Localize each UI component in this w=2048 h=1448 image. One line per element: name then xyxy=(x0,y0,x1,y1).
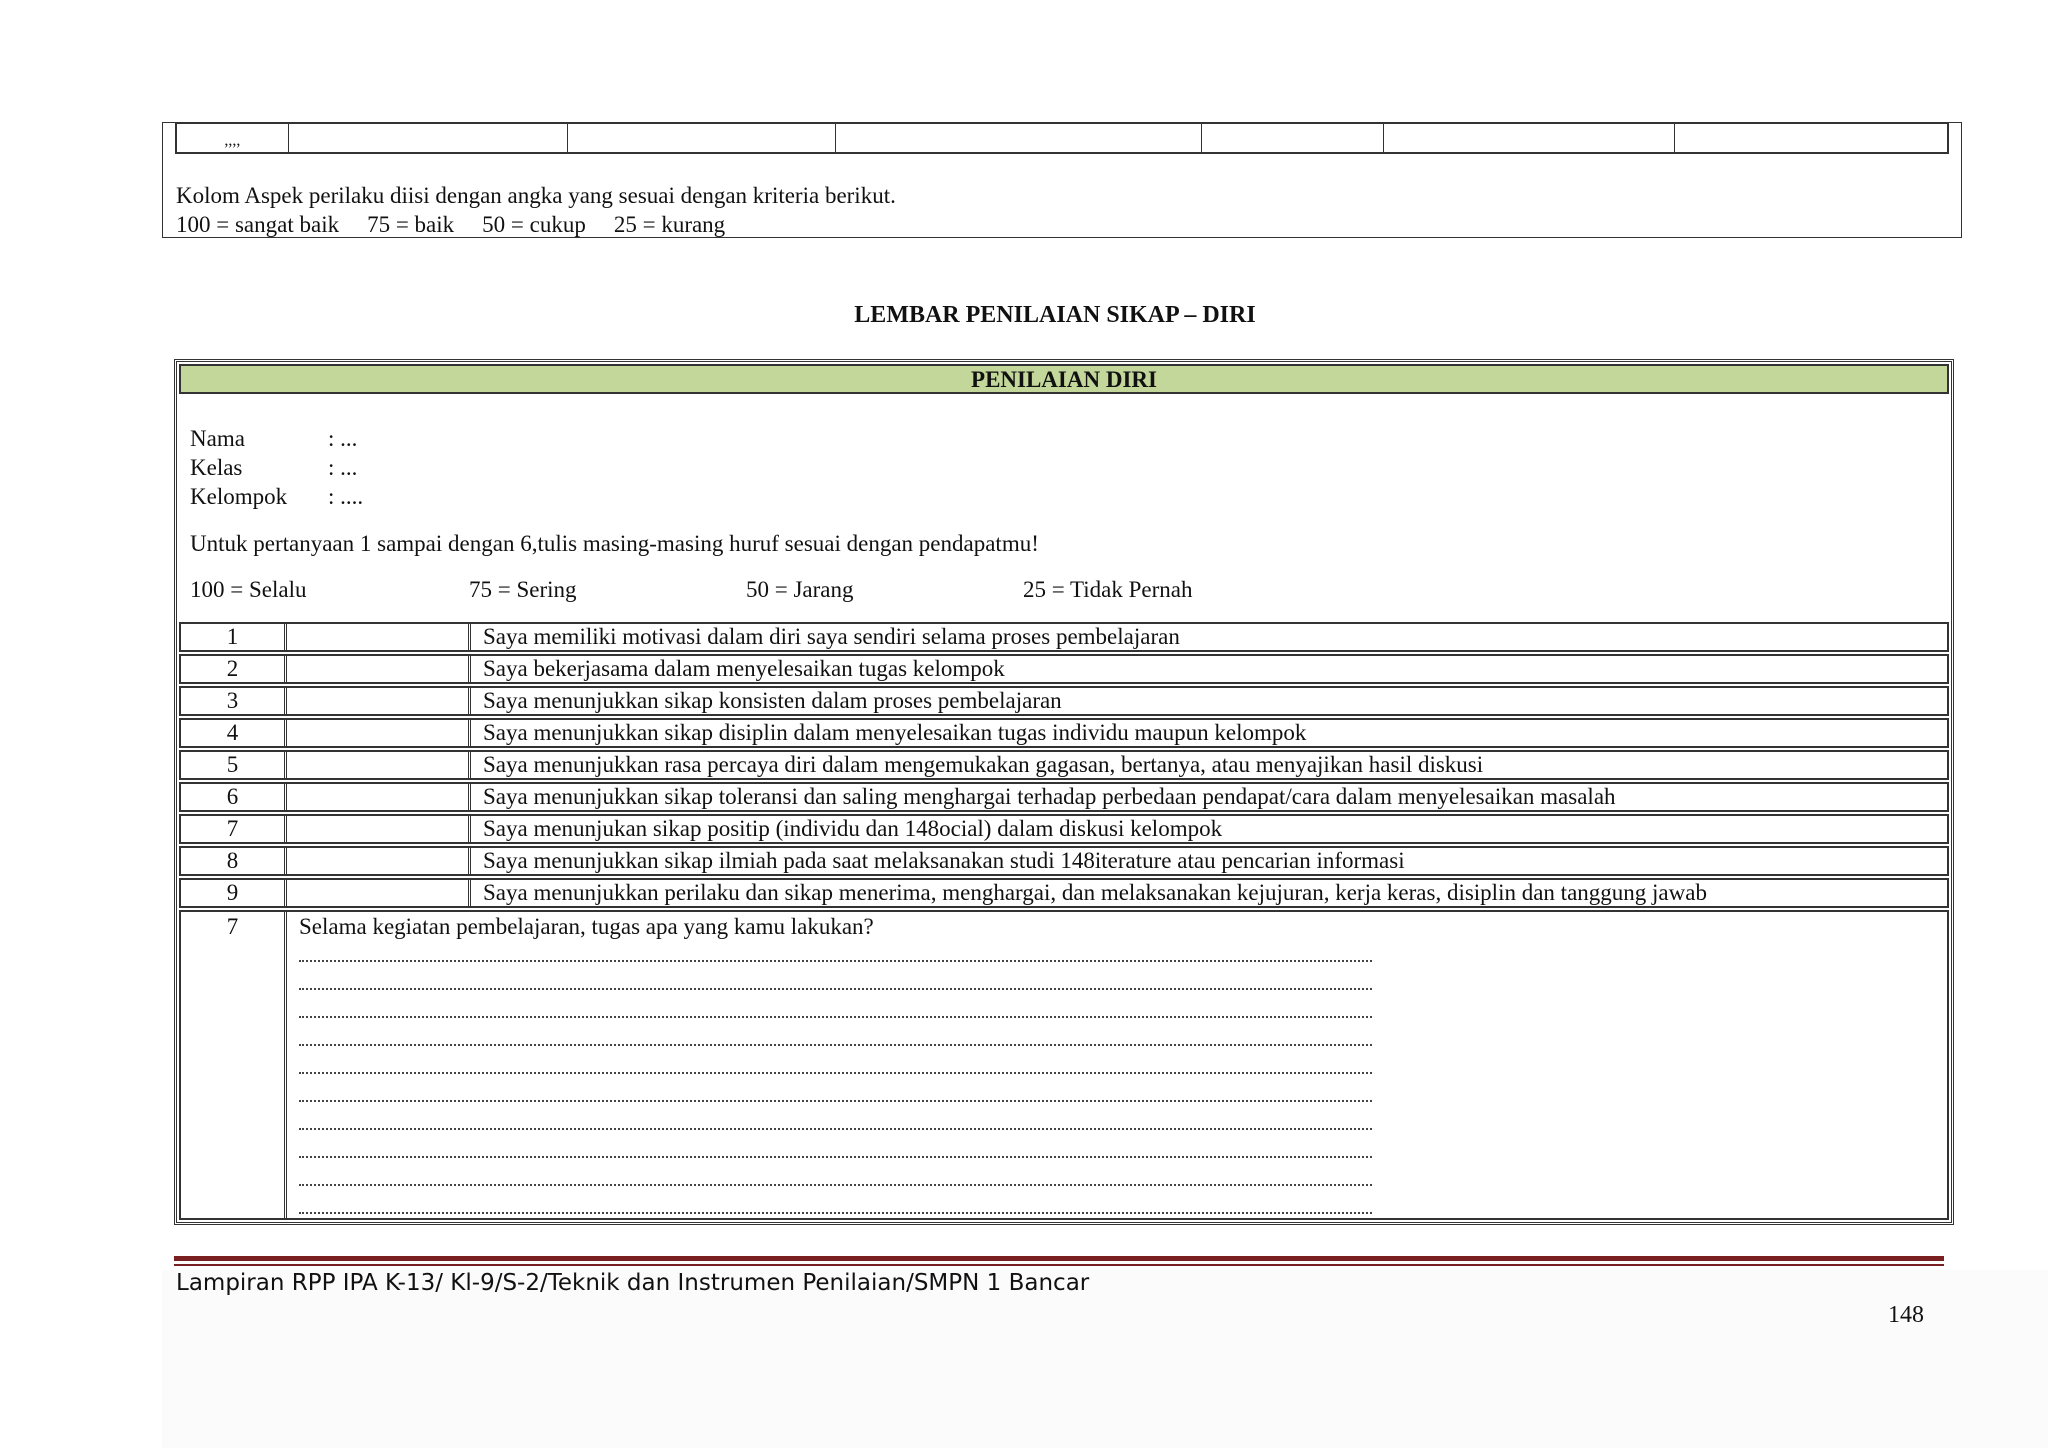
table-row xyxy=(179,878,1949,908)
table-row xyxy=(179,622,1949,652)
score-cell[interactable] xyxy=(287,720,471,746)
field-label: Nama xyxy=(190,426,245,451)
name-field xyxy=(190,424,1390,453)
table-row xyxy=(179,782,1949,812)
item-number: 8 xyxy=(181,848,287,874)
answer-line[interactable] xyxy=(299,1108,1372,1136)
score-cell[interactable] xyxy=(287,656,471,682)
table-cell: ,,,, xyxy=(177,124,289,152)
answer-area[interactable] xyxy=(299,940,1947,1220)
answer-line[interactable] xyxy=(299,996,1372,1024)
table-header: PENILAIAN DIRI xyxy=(179,364,1949,394)
page-title: LEMBAR PENILAIAN SIKAP – DIRI xyxy=(854,302,1256,328)
table-cell xyxy=(1384,124,1674,152)
table-cell xyxy=(836,124,1202,152)
item-statement: Saya memiliki motivasi dalam diri saya sendiri selama proses pembelajaran xyxy=(483,624,1180,649)
answer-line[interactable] xyxy=(299,1164,1372,1192)
instruction-text: Untuk pertanyaan 1 sampai dengan 6,tulis masing-masing huruf sesuai dengan pendapatmu! xyxy=(190,531,1039,556)
table-row xyxy=(179,686,1949,716)
answer-line[interactable] xyxy=(299,968,1372,996)
scale-item: 100 = Selalu xyxy=(190,577,307,602)
answer-line[interactable] xyxy=(299,1192,1372,1220)
footer-rule xyxy=(174,1256,1944,1261)
answer-line[interactable] xyxy=(299,1080,1372,1108)
table-row xyxy=(179,750,1949,780)
footer-rule xyxy=(174,1264,1944,1266)
item-statement: Saya menunjukkan sikap ilmiah pada saat melaksanakan studi 148iterature atau pencarian informasi xyxy=(483,848,1405,873)
field-label: Kelas xyxy=(190,455,243,480)
footer-text: Lampiran RPP IPA K-13/ Kl-9/S-2/Teknik dan Instrumen Penilaian/SMPN 1 Bancar xyxy=(176,1270,1090,1296)
score-cell[interactable] xyxy=(287,816,471,842)
essay-body xyxy=(287,912,1947,1218)
criteria-item: 75 = baik xyxy=(367,212,455,237)
item-statement: Saya menunjukkan sikap toleransi dan saling menghargai terhadap perbedaan pendapat/cara dalam menyelesaikan masalah xyxy=(483,784,1616,809)
item-number: 5 xyxy=(181,752,287,778)
score-cell[interactable] xyxy=(287,688,471,714)
answer-line[interactable] xyxy=(299,940,1372,968)
item-statement: Saya menunjukan sikap positip (individu dan 148ocial) dalam diskusi kelompok xyxy=(483,816,1223,841)
table-cell xyxy=(1675,124,1947,152)
field-label: Kelompok xyxy=(190,484,288,509)
rating-scale xyxy=(190,575,1390,604)
criteria-item: 100 = sangat baik xyxy=(176,212,340,237)
item-statement: Saya bekerjasama dalam menyelesaikan tugas kelompok xyxy=(483,656,1005,681)
table-row xyxy=(175,123,1949,154)
table-row xyxy=(179,654,1949,684)
criteria-instruction: Kolom Aspek perilaku diisi dengan angka yang sesuai dengan kriteria berikut. xyxy=(176,183,896,208)
footer-background xyxy=(162,1270,2048,1448)
field-value: : ... xyxy=(328,455,358,480)
page-number: 148 xyxy=(1888,1302,1924,1328)
criteria-item: 50 = cukup xyxy=(482,212,586,237)
scale-item: 50 = Jarang xyxy=(746,577,854,602)
table-row xyxy=(179,814,1949,844)
field-value: : .... xyxy=(328,484,364,509)
table-cell xyxy=(289,124,568,152)
table-row xyxy=(179,718,1949,748)
criteria-list xyxy=(176,210,896,239)
item-statement: Saya menunjukkan sikap disiplin dalam menyelesaikan tugas individu maupun kelompok xyxy=(483,720,1307,745)
answer-line[interactable] xyxy=(299,1052,1372,1080)
table-row xyxy=(179,846,1949,876)
item-statement: Saya menunjukkan rasa percaya diri dalam mengemukakan gagasan, bertanya, atau menyajikan hasil diskusi xyxy=(483,752,1484,777)
item-statement: Saya menunjukkan sikap konsisten dalam proses pembelajaran xyxy=(483,688,1062,713)
criteria-item: 25 = kurang xyxy=(613,212,726,237)
class-field xyxy=(190,453,1390,482)
score-cell[interactable] xyxy=(287,848,471,874)
score-cell[interactable] xyxy=(287,880,471,906)
table-cell xyxy=(568,124,835,152)
answer-line[interactable] xyxy=(299,1024,1372,1052)
item-statement: Saya menunjukkan perilaku dan sikap menerima, menghargai, dan melaksanakan kejujuran, kerja keras, disiplin dan tanggung jawab xyxy=(483,880,1707,905)
essay-question-row xyxy=(179,910,1949,1220)
item-number: 6 xyxy=(181,784,287,810)
score-cell[interactable] xyxy=(287,624,471,650)
student-info xyxy=(190,424,1390,604)
essay-question: Selama kegiatan pembelajaran, tugas apa yang kamu lakukan? xyxy=(299,914,874,939)
field-value: : ... xyxy=(328,426,358,451)
item-number: 1 xyxy=(181,624,287,650)
item-number: 4 xyxy=(181,720,287,746)
item-number: 3 xyxy=(181,688,287,714)
item-number: 7 xyxy=(181,912,287,1218)
criteria-note xyxy=(176,181,896,239)
scale-item: 75 = Sering xyxy=(469,577,577,602)
score-cell[interactable] xyxy=(287,784,471,810)
item-number: 2 xyxy=(181,656,287,682)
table-cell xyxy=(1202,124,1385,152)
scale-item: 25 = Tidak Pernah xyxy=(1023,577,1193,602)
self-assessment-table xyxy=(174,359,1954,1225)
score-cell[interactable] xyxy=(287,752,471,778)
item-number: 9 xyxy=(181,880,287,906)
answer-line[interactable] xyxy=(299,1136,1372,1164)
previous-table-continuation xyxy=(162,122,1962,238)
item-number: 7 xyxy=(181,816,287,842)
group-field xyxy=(190,482,1390,511)
